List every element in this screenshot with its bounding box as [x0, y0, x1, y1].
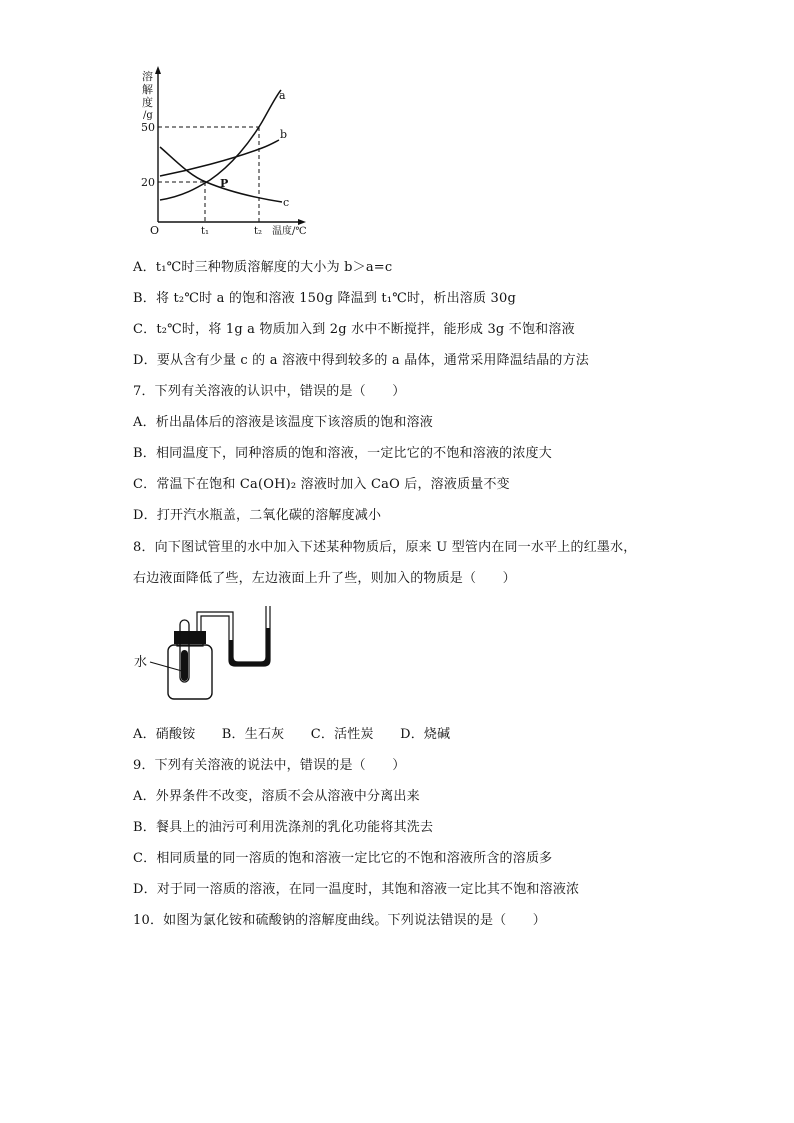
water-label: 水 — [134, 655, 148, 670]
q7-option-d: D．打开汽水瓶盖，二氧化碳的溶解度减小 — [133, 508, 382, 523]
q8-options: A．硝酸铵 B．生石灰 C．活性炭 D．烧碱 — [133, 727, 451, 742]
test-tube — [180, 620, 189, 682]
chart-area — [141, 66, 307, 237]
q8-stem-line1: 8．向下图试管里的水中加入下述某种物质后，原来 U 型管内在同一水平上的红墨水， — [133, 540, 637, 555]
q6-option-d: D．要从含有少量 c 的 a 溶液中得到较多的 a 晶体，通常采用降温结晶的方法 — [133, 353, 589, 368]
y-label-3: 度 — [142, 96, 153, 109]
q6-option-c: C．t₂℃时，将 1g a 物质加入到 2g 水中不断搅拌，能形成 3g 不饱和溶液 — [133, 322, 575, 337]
q10-stem: 10．如图为氯化铵和硫酸钠的溶解度曲线。下列说法错误的是（ ） — [133, 913, 546, 928]
q8-stem-line2: 右边液面降低了些，左边液面上升了些，则加入的物质是（ ） — [133, 571, 516, 586]
connecting-tube-inner — [201, 616, 229, 650]
u-tube — [229, 606, 270, 666]
y-label-1: 溶 — [142, 70, 153, 83]
q7-stem: 7．下列有关溶液的认识中，错误的是（ ） — [133, 384, 406, 399]
x-axis-arrow — [298, 219, 306, 225]
curve-c — [160, 147, 282, 202]
series-label-a: a — [279, 89, 286, 102]
y-tick-50: 50 — [141, 121, 155, 134]
q6-option-a: A．t₁℃时三种物质溶解度的大小为 b＞a=c — [133, 260, 393, 275]
series-label-c: c — [283, 196, 290, 209]
y-tick-20: 20 — [141, 176, 155, 189]
x-axis-label: 温度/℃ — [272, 226, 307, 237]
series-label-b: b — [280, 128, 288, 141]
apparatus-diagram — [134, 606, 270, 699]
x-tick-t1: t₁ — [201, 226, 210, 237]
q7-option-a: A．析出晶体后的溶液是该温度下该溶质的饱和溶液 — [133, 415, 433, 430]
q9-option-a: A．外界条件不改变，溶质不会从溶液中分离出来 — [133, 789, 420, 804]
origin-label: O — [150, 224, 160, 237]
bottle-neck — [177, 636, 203, 646]
q9-option-b: B．餐具上的油污可利用洗涤剂的乳化功能将其洗去 — [133, 820, 434, 835]
q6-option-b: B．将 t₂℃时 a 的饱和溶液 150g 降温到 t₁℃时，析出溶质 30g — [133, 291, 516, 306]
u-tube-inner — [233, 606, 266, 662]
curve-a — [160, 90, 281, 200]
stopper — [174, 631, 206, 644]
q9-option-c: C．相同质量的同一溶质的饱和溶液一定比它的不饱和溶液所含的溶质多 — [133, 851, 553, 866]
point-p-label: P — [220, 177, 229, 190]
curve-b — [160, 140, 279, 176]
q7-option-b: B．相同温度下，同种溶质的饱和溶液，一定比它的不饱和溶液的浓度大 — [133, 446, 552, 461]
x-tick-t2: t₂ — [254, 226, 263, 237]
connecting-tube — [197, 612, 233, 650]
bottle — [168, 645, 212, 699]
q9-option-d: D．对于同一溶质的溶液，在同一温度时，其饱和溶液一定比其不饱和溶液浓 — [133, 882, 580, 897]
y-label-2: 解 — [142, 83, 153, 96]
q9-stem: 9．下列有关溶液的说法中，错误的是（ ） — [133, 758, 406, 773]
q7-option-c: C．常温下在饱和 Ca(OH)₂ 溶液时加入 CaO 后，溶液质量不变 — [133, 477, 510, 492]
y-axis-arrow — [155, 66, 161, 74]
test-tube-water — [181, 650, 188, 681]
water-pointer — [150, 662, 182, 671]
y-label-4: /g — [143, 110, 153, 121]
u-tube-liquid — [229, 628, 270, 666]
